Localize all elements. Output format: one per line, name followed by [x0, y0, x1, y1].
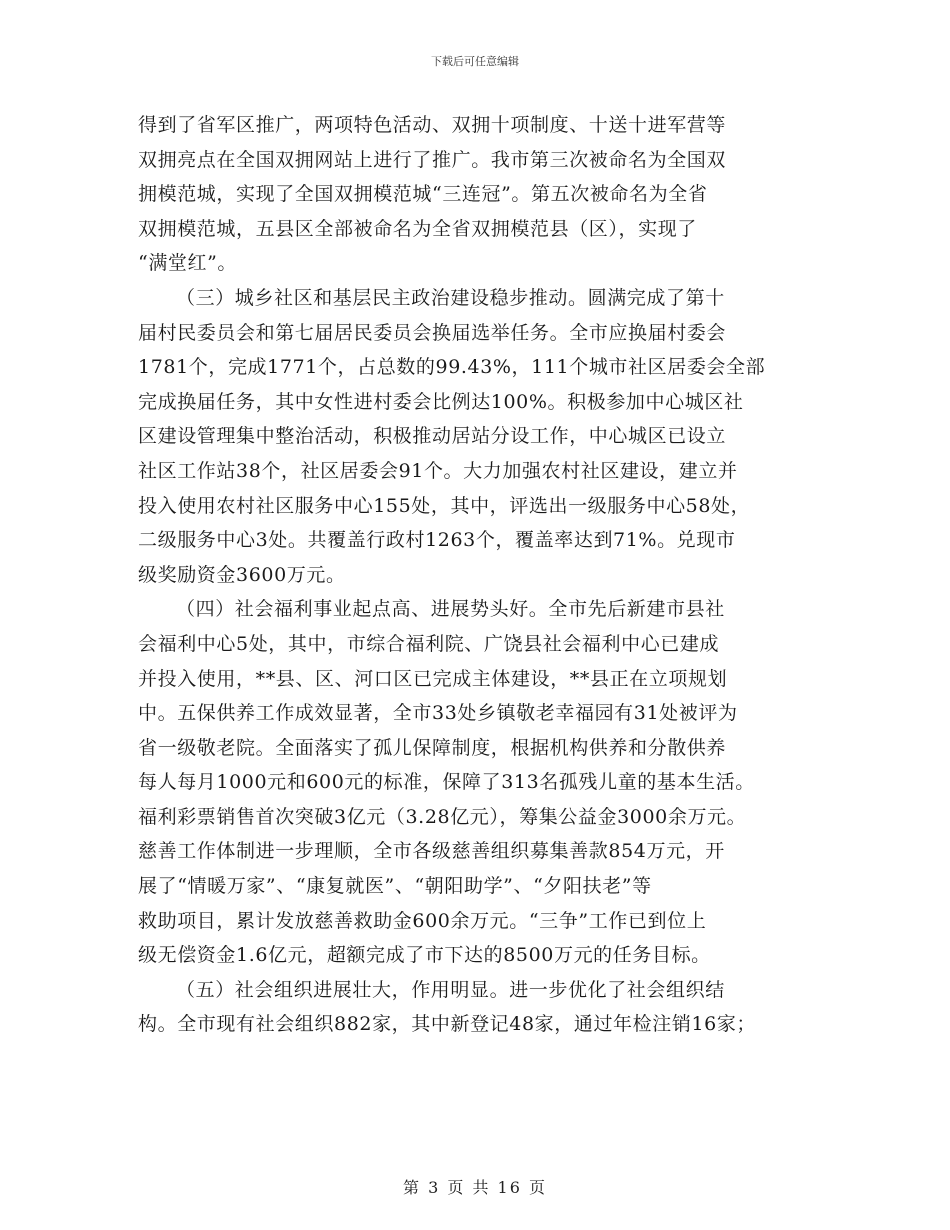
- text-line: 二级服务中心3处。共覆盖行政村1263个，覆盖率达到71%。兑现市: [138, 529, 736, 552]
- section-heading-line: （五）社会组织进展壮大，作用明显。进一步优化了社会组织结: [176, 978, 725, 1001]
- page-number: 第 3 页 共 16 页: [403, 1178, 547, 1197]
- text-line: 完成换届任务，其中女性进村委会比例达100%。积极参加中心城区社: [138, 390, 744, 413]
- text-line: 构。全市现有社会组织882家，其中新登记48家，通过年检注销16家；: [138, 1013, 757, 1036]
- text-line: 1781个，完成1771个，占总数的99.43%，111个城市社区居委会全部: [138, 356, 766, 379]
- text-line: 并投入使用，**县、区、河口区已完成主体建设，**县正在立项规划: [138, 667, 728, 690]
- text-line: 慈善工作体制进一步理顺，全市各级慈善组织募集善款854万元，开: [138, 840, 725, 863]
- text-line: 届村民委员会和第七届居民委员会换届选举任务。全市应换届村委会: [138, 321, 727, 344]
- text-line: 得到了省军区推广，两项特色活动、双拥十项制度、十送十进军营等: [138, 114, 727, 136]
- text-line: 中。五保供养工作成效显著，全市33处乡镇敬老幸福园有31处被评为: [138, 702, 738, 725]
- text-line: 福利彩票销售首次突破3亿元（3.28亿元），筹集公益金3000余万元。: [138, 805, 747, 828]
- text-line: 投入使用农村社区服务中心155处，其中，评选出一级服务中心58处，: [138, 494, 751, 517]
- page-header: 下载后可任意编辑: [431, 55, 519, 68]
- section-heading-line: （四）社会福利事业起点高、进展势头好。全市先后新建市县社: [176, 598, 725, 621]
- text-line: 省一级敬老院。全面落实了孤儿保障制度，根据机构供养和分散供养: [138, 736, 727, 759]
- text-line: 区建设管理集中整治活动，积极推动居站分设工作，中心城区已设立: [138, 425, 727, 448]
- text-line: “满堂红”。: [138, 252, 238, 275]
- document-body: [138, 108, 828, 1042]
- section-heading-line: （三）城乡社区和基层民主政治建设稳步推动。圆满完成了第十: [176, 286, 725, 309]
- text-line: 会福利中心5处，其中，市综合福利院、广饶县社会福利中心已建成: [138, 632, 720, 655]
- text-line: 救助项目，累计发放慈善救助金600余万元。“三争”工作已到位上: [138, 909, 707, 932]
- text-line: 双拥模范城，五县区全部被命名为全省双拥模范县（区），实现了: [138, 217, 697, 240]
- text-line: 社区工作站38个，社区居委会91个。大力加强农村社区建设，建立并: [138, 459, 738, 482]
- text-line: 级奖励资金3600万元。: [138, 563, 346, 586]
- text-line: 拥模范城，实现了全国双拥模范城“三连冠”。第五次被命名为全省: [138, 183, 708, 206]
- text-line: 每人每月1000元和600元的标准，保障了313名孤残儿童的基本生活。: [138, 771, 755, 794]
- text-line: 双拥亮点在全国双拥网站上进行了推广。我市第三次被命名为全国双: [138, 148, 727, 171]
- text-line: 展了“情暖万家”、“康复就医”、“朝阳助学”、“夕阳扶老”等: [138, 875, 652, 898]
- text-line: 级无偿资金1.6亿元，超额完成了市下达的8500万元的任务目标。: [138, 944, 711, 967]
